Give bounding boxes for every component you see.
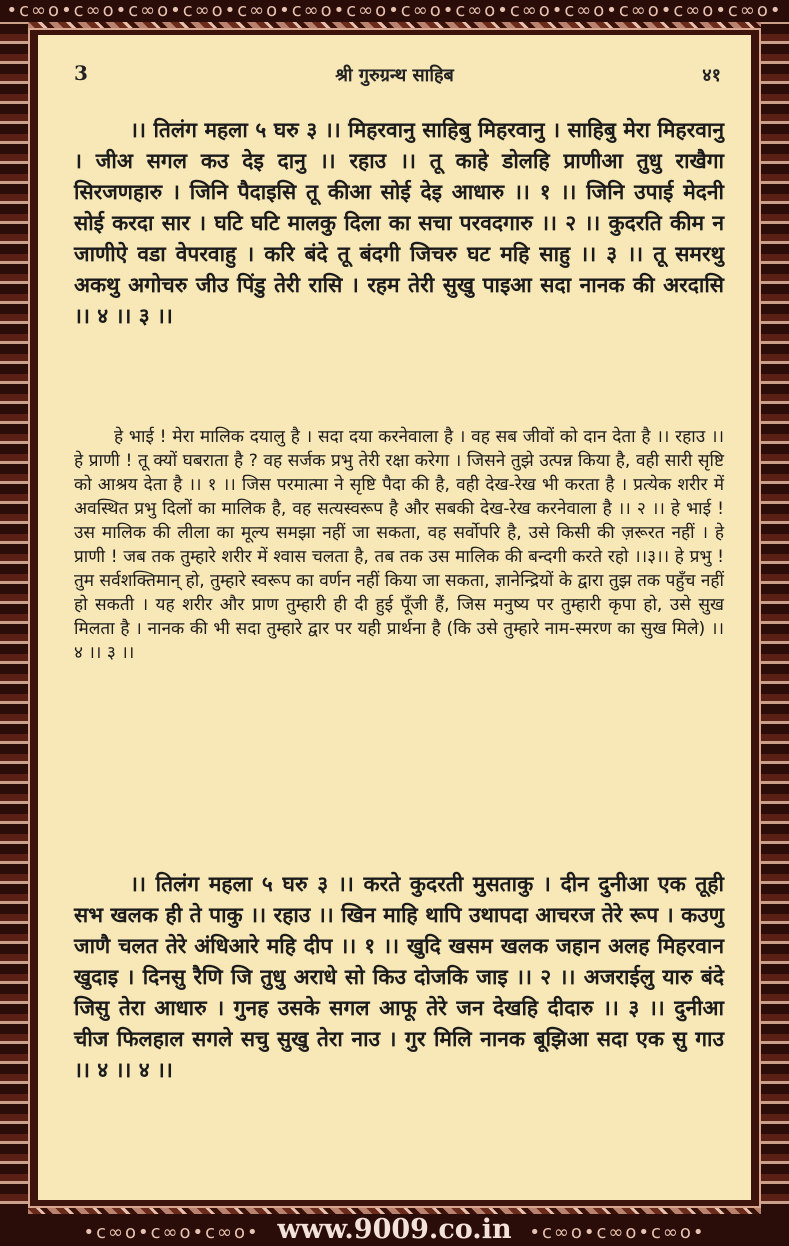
bottom-ornament-left: •c∞o•c∞o•c∞o•: [83, 1222, 260, 1243]
book-title: श्री गुरुग्रन्थ साहिब: [335, 65, 454, 86]
page-header: [38, 61, 751, 91]
top-border-ornament: •c∞o•c∞o•c∞o•c∞o•c∞o•c∞o•c∞o•c∞o•c∞o•c∞o•c∞o•c∞o•c∞o•c∞o•: [0, 0, 789, 22]
section-number: 3: [74, 61, 88, 85]
gurbani-verse-1: ।। तिलंग महला ५ घरु ३ ।। मिहरवानु साहिबु मिहरवानु । साहिबु मेरा मिहरवानु । जीअ सगल कउ देइ दानु ।। रहाउ ।। तू काहे डोलहि प्राणीआ तुधु राखैगा सिरजणहारु । जिनि पैदाइसि तू कीआ सोई देइ आधारु ।। १ ।। जिनि उपाई मेदनी सोई करदा सार । घटि घटि मालकु दिला का सचा परवदगारु ।। २ ।। कुदरति कीम न जाणीऐ वडा वेपरवाहु । करि बंदे तू बंदगी जिचरु घट महि साहु ।। ३ ।। तू समरथु अकथु अगोचरु जीउ पिंडु तेरी रासि । रहम तेरी सुखु पाइआ सदा नानक की अरदासि ।। ४ ।। ३ ।।: [74, 118, 724, 328]
bottom-ornament-right: •c∞o•c∞o•c∞o•: [529, 1222, 706, 1243]
left-border: [0, 22, 28, 1214]
right-border: [761, 22, 789, 1214]
bottom-border: [0, 1214, 789, 1246]
translation-1: हे भाई ! मेरा मालिक दयालु है । सदा दया करनेवाला है । वह सब जीवों को दान देता है ।। रहाउ ।। हे प्राणी ! तू क्यों घबराता है ? वह सर्जक प्रभु तेरी रक्षा करेगा । जिसने तुझे उत्पन्न किया है, वही सारी सृष्टि को आश्रय देता है ।। १ ।। जिस परमात्मा ने सृष्टि पैदा की है, वही देख-रेख भी करता है । प्रत्येक शरीर में अवस्थित प्रभु दिलों का मालिक है, वह सत्यस्वरूप है और सबकी देख-रेख करनेवाला है ।। २ ।। हे भाई ! उस मालिक की लीला का मूल्य समझा नहीं जा सकता, वह सर्वोपरि है, उसे किसी की ज़रूरत नहीं । हे प्राणी ! जब तक तुम्हारे शरीर में श्वास चलता है, तब तक उस मालिक की बन्दगी करते रहो ।।३।। हे प्रभु ! तुम सर्वशक्तिमान् हो, तुम्हारे स्वरूप का वर्णन नहीं किया जा सकता, ज्ञानेन्द्रियों के द्वारा तुझ तक पहुँच नहीं हो सकती । यह शरीर और प्राण तुम्हारी ही दी हुई पूँजी हैं, जिस मनुष्य पर तुम्हारी कृपा हो, उसे सुख मिलता है । नानक की भी सदा तुम्हारे द्वार पर यही प्रार्थना है (कि उसे तुम्हारे नाम-स्मरण का सुख मिले) ।। ४ ।। ३ ।।: [74, 427, 724, 663]
website-url: www.9009.co.in: [277, 1214, 512, 1245]
gurbani-verse-2: ।। तिलंग महला ५ घरु ३ ।। करते कुदरती मुसताकु । दीन दुनीआ एक तूही सभ खलक ही ते पाकु ।। रहाउ ।। खिन माहि थापि उथापदा आचरज तेरे रूप । कउणु जाणै चलत तेरे अंधिआरे महि दीप ।। १ ।। खुदि खसम खलक जहान अलह मिहरवान खुदाइ । दिनसु रैणि जि तुधु अराधे सो किउ दोजकि जाइ ।। २ ।। अजराईलु यारु बंदे जिसु तेरा आधारु । गुनह उसके सगल आफू तेरे जन देखहि दीदारु ।। ३ ।। दुनीआ चीज फिलहाल सगले सचु सुखु तेरा नाउ । गुर मिलि नानक बूझिआ सदा एक सु गाउ ।। ४ ।। ४ ।।: [74, 872, 724, 1082]
scripture-page: [38, 35, 751, 1200]
page-number: ४१: [702, 65, 721, 86]
